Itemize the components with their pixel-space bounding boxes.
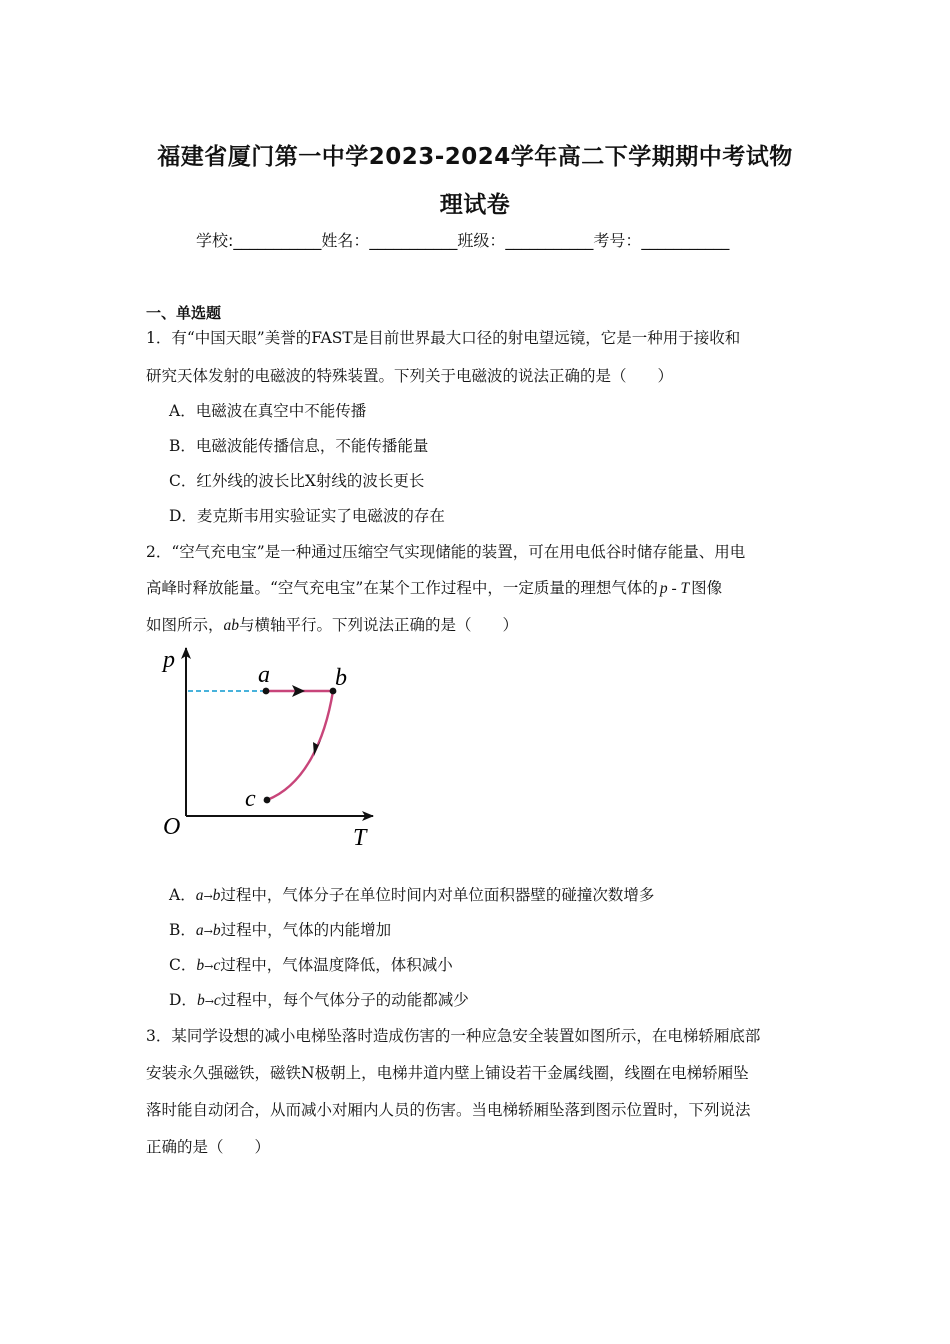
q1-line-1: 1．有“中国天眼”美誉的FAST是目前世界最大口径的射电望远镜，它是一种用于接收和	[146, 329, 741, 347]
q2-line-2-tail: 图像	[691, 579, 723, 597]
q2-option-c-label: C．	[169, 956, 197, 974]
q2-option-d-text: 过程中，每个气体分子的动能都减少	[220, 991, 469, 1009]
q2-option-b-arrow: →	[203, 925, 213, 938]
process-bc-curve	[267, 691, 333, 800]
q1-option-a: A．电磁波在真空中不能传播	[169, 402, 367, 420]
q3-line-1: 3．某同学设想的减小电梯坠落时造成伤害的一种应急安全装置如图所示，在电梯轿厢底部	[146, 1027, 761, 1045]
bc-arrow-head	[313, 740, 321, 756]
q2-option-b-text: 过程中，气体的内能增加	[220, 921, 392, 939]
point-b-label: b	[335, 665, 347, 691]
q2-option-a-to: b	[212, 887, 221, 904]
q2-option-b-label: B．	[169, 921, 196, 939]
q2-line-3-text: 如图所示，	[146, 616, 224, 634]
q2-option-d-arrow: →	[204, 995, 214, 1008]
student-info-line: 学校:___________姓名：___________班级：___________考号：___________	[196, 231, 730, 250]
q2-option-c-arrow: →	[204, 960, 214, 973]
page-title-line-2: 理试卷	[439, 192, 511, 218]
q2-option-b-to: b	[212, 922, 221, 939]
q2-option-d	[169, 988, 469, 1010]
q2-option-a	[169, 883, 654, 905]
point-c-label: c	[245, 786, 256, 812]
page-title-line-1: 福建省厦门第一中学2023-2024学年高二下学期期中考试物	[157, 144, 793, 170]
q2-line-3-tail: 与横轴平行。下列说法正确的是（ ）	[239, 616, 519, 634]
q2-option-c-from: b	[196, 957, 205, 974]
q2-line-2	[146, 576, 722, 598]
x-axis-label: T	[353, 825, 367, 851]
y-axis-label: p	[163, 647, 175, 673]
q2-option-b-from: a	[195, 922, 204, 939]
q2-line-2-text: 高峰时释放能量。“空气充电宝”在某个工作过程中，一定质量的理想气体的	[146, 579, 658, 597]
section-title: 一、单选题	[146, 304, 222, 322]
q2-option-a-text: 过程中，气体分子在单位时间内对单位面积器壁的碰撞次数增多	[220, 886, 655, 904]
q2-math-ab: ab	[223, 617, 240, 634]
origin-label: O	[163, 814, 181, 840]
pt-diagram	[155, 640, 385, 855]
q2-option-c	[169, 953, 453, 975]
point-a-label: a	[258, 662, 270, 688]
q2-option-a-arrow: →	[203, 890, 213, 903]
q2-option-a-label: A．	[169, 886, 196, 904]
q1-option-c: C．红外线的波长比X射线的波长更长	[169, 472, 425, 490]
q3-line-2: 安装永久强磁铁，磁铁N极朝上，电梯井道内壁上铺设若干金属线圈，线圈在电梯轿厢坠	[146, 1064, 749, 1082]
q1-option-b: B．电磁波能传播信息，不能传播能量	[169, 437, 429, 455]
q2-option-a-from: a	[195, 887, 204, 904]
point-a	[263, 688, 270, 695]
q2-option-d-label: D．	[169, 991, 197, 1009]
q2-option-d-to: c	[213, 992, 221, 1009]
q3-line-4: 正确的是（ ）	[146, 1138, 271, 1156]
q2-math-p-t: p - T	[659, 580, 690, 597]
q2-option-c-to: c	[213, 957, 221, 974]
q2-option-c-text: 过程中，气体温度降低，体积减小	[220, 956, 453, 974]
q2-line-1: 2．“空气充电宝”是一种通过压缩空气实现储能的装置，可在用电低谷时储存能量、用电	[146, 543, 746, 561]
point-c	[264, 797, 271, 804]
q1-line-2: 研究天体发射的电磁波的特殊装置。下列关于电磁波的说法正确的是（ ）	[146, 367, 674, 385]
q2-line-3	[146, 613, 518, 635]
q3-line-3: 落时能自动闭合，从而减小对厢内人员的伤害。当电梯轿厢坠落到图示位置时，下列说法	[146, 1101, 751, 1119]
q2-option-d-from: b	[196, 992, 205, 1009]
q2-option-b	[169, 918, 391, 940]
q1-option-d: D．麦克斯韦用实验证实了电磁波的存在	[169, 507, 445, 525]
